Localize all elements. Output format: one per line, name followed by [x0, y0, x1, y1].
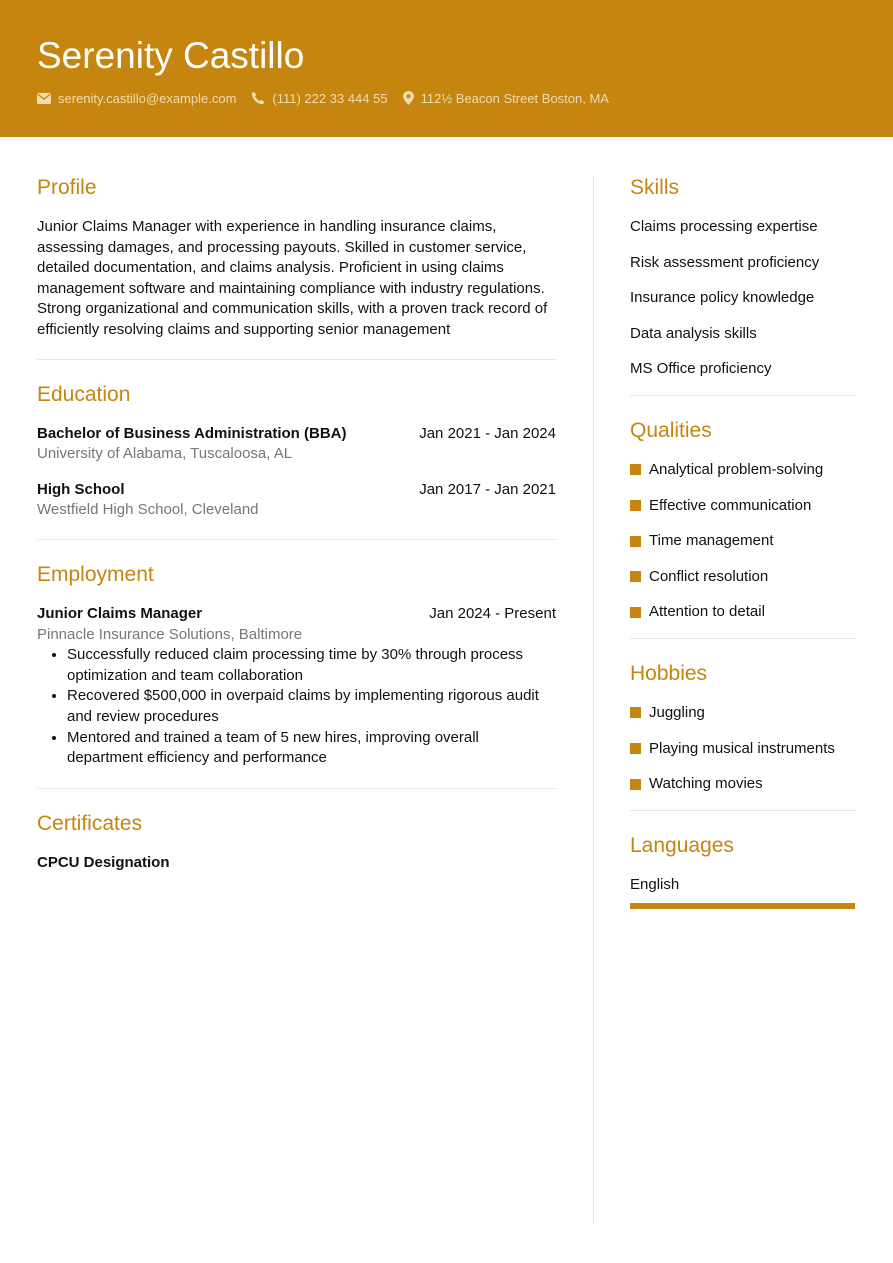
education-section [37, 379, 556, 521]
degree-title: High School [37, 480, 125, 498]
square-bullet-icon [630, 464, 641, 475]
skills-section [630, 172, 856, 379]
quality-label: Time management [649, 532, 774, 550]
degree-title: Bachelor of Business Administration (BBA) [37, 424, 347, 442]
hobbies-section [630, 658, 856, 794]
qualities-section [630, 415, 856, 622]
quality-label: Conflict resolution [649, 567, 769, 585]
employment-title: Employment [37, 562, 154, 586]
quality-item [630, 531, 856, 551]
square-bullet-icon [630, 536, 641, 547]
hobby-label: Juggling [649, 703, 705, 721]
education-item [37, 480, 556, 521]
achievement-item: • Mentored and trained a team of 5 new hires, improving overall department efficiency and performance [67, 728, 556, 769]
section-divider [37, 359, 556, 360]
employment-dates: Jan 2024 - Present [429, 604, 556, 622]
certificate-item: CPCU Designation [37, 853, 170, 871]
job-title: Junior Claims Manager [37, 604, 203, 622]
section-divider [630, 395, 856, 396]
square-bullet-icon [630, 707, 641, 718]
employment-item [37, 604, 556, 769]
header-banner [0, 0, 893, 137]
square-bullet-icon [630, 607, 641, 618]
square-bullet-icon [630, 779, 641, 790]
address-text: 112½ Beacon Street Boston, MA [420, 90, 609, 106]
profile-title: Profile [37, 176, 97, 199]
quality-item [630, 602, 856, 622]
phone-icon [251, 91, 265, 105]
map-pin-icon [403, 91, 414, 105]
language-name: English [630, 875, 680, 893]
skill-item: Insurance policy knowledge [630, 289, 815, 307]
education-title: Education [37, 382, 131, 406]
skill-item: Risk assessment proficiency [630, 253, 820, 271]
achievement-item: • Successfully reduced claim processing time by 30% through process optimization and team collaboration [67, 645, 556, 686]
quality-label: Analytical problem-solving [649, 460, 824, 478]
hobby-label: Playing musical instruments [649, 739, 835, 757]
contact-email [37, 91, 236, 106]
profile-section [37, 172, 556, 341]
language-level-bar [630, 903, 855, 909]
hobby-item [630, 703, 856, 723]
hobby-label: Watching movies [649, 775, 763, 793]
contact-bar [37, 89, 624, 107]
section-divider [630, 638, 856, 639]
column-divider [593, 176, 594, 1225]
certificates-section [37, 808, 556, 874]
skill-item: Data analysis skills [630, 324, 757, 342]
square-bullet-icon [630, 571, 641, 582]
section-divider [37, 539, 556, 540]
phone-text[interactable]: (111) 222 33 444 55 [272, 90, 388, 106]
quality-label: Attention to detail [649, 603, 765, 621]
school-name: University of Alabama, Tuscaloosa, AL [37, 445, 293, 463]
skill-item: MS Office proficiency [630, 360, 772, 378]
achievement-list [37, 645, 556, 769]
contact-phone [251, 91, 387, 106]
achievement-item: • Recovered $500,000 in overpaid claims by implementing rigorous audit and review procedures [67, 686, 556, 727]
quality-label: Effective communication [649, 496, 812, 514]
quality-item [630, 460, 856, 480]
hobby-item [630, 774, 856, 794]
side-column [630, 172, 856, 909]
language-item [630, 875, 856, 909]
quality-item [630, 496, 856, 516]
employment-section [37, 559, 556, 769]
email-text[interactable]: serenity.castillo@example.com [58, 90, 237, 106]
qualities-list [630, 460, 856, 622]
education-item [37, 424, 556, 465]
qualities-title: Qualities [630, 418, 712, 442]
languages-section [630, 830, 856, 909]
skill-item: Claims processing expertise [630, 218, 818, 235]
square-bullet-icon [630, 743, 641, 754]
skills-title: Skills [630, 176, 680, 199]
profile-text: Junior Claims Manager with experience in handling insurance claims, assessing damages, and processing payouts. Skilled in customer service, detailed documentation, and claims analysis. Proficient in using claims management software and maintaining compliance with industry regulations. Strong organizational and communication skills, with a proven track record of efficiently resolving claims and supporting senior management [37, 218, 548, 338]
hobbies-list [630, 703, 856, 794]
hobby-item [630, 739, 856, 759]
main-column [37, 172, 556, 873]
company-name: Pinnacle Insurance Solutions, Baltimore [37, 625, 303, 643]
envelope-icon [37, 93, 51, 104]
section-divider [630, 810, 856, 811]
candidate-name: Serenity Castillo [37, 35, 305, 76]
square-bullet-icon [630, 500, 641, 511]
certificates-title: Certificates [37, 811, 143, 835]
education-dates: Jan 2021 - Jan 2024 [419, 424, 556, 442]
quality-item [630, 567, 856, 587]
languages-title: Languages [630, 833, 734, 857]
hobbies-title: Hobbies [630, 661, 708, 685]
school-name: Westfield High School, Cleveland [37, 501, 259, 519]
section-divider [37, 788, 556, 789]
skills-list [630, 217, 856, 379]
contact-address [403, 91, 609, 106]
education-dates: Jan 2017 - Jan 2021 [419, 480, 556, 498]
